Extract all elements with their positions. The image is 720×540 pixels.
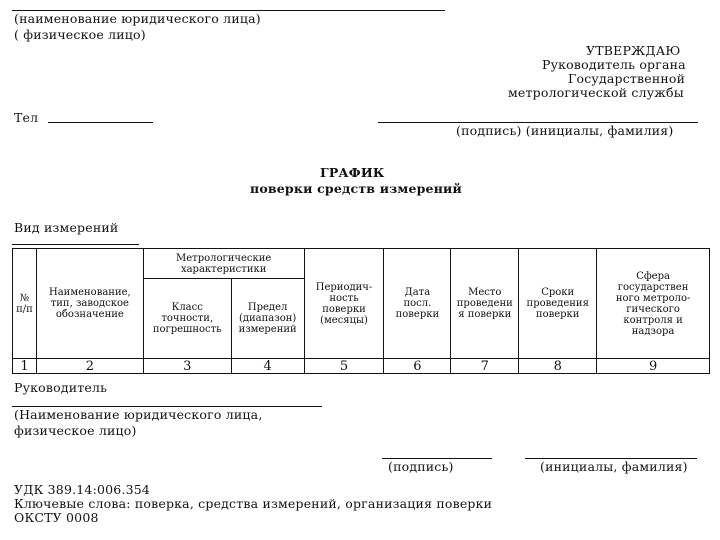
header-metrological: Метрологические характеристики <box>143 249 304 279</box>
tel-label: Тел <box>14 110 39 125</box>
org-person-caption: ( физическое лицо) <box>14 27 146 42</box>
measurement-kind-line[interactable] <box>12 244 139 245</box>
table-number-row <box>13 359 710 374</box>
col-number: 9 <box>597 359 710 374</box>
col-number: 2 <box>36 359 143 374</box>
col-number: 8 <box>519 359 597 374</box>
approve-line-3: метрологической службы <box>508 85 684 100</box>
approve-line-2: Государственной <box>568 71 686 86</box>
footer-org-caption-1: (Наименование юридического лица, <box>14 407 263 422</box>
col-number: 1 <box>13 359 37 374</box>
header-limit: Предел (диапазон) измерений <box>231 279 304 359</box>
col-number: 5 <box>304 359 384 374</box>
col-number: 4 <box>231 359 304 374</box>
udk-code: УДК 389.14:006.354 <box>14 482 151 497</box>
footer-head-label: Руководитель <box>14 380 108 395</box>
table-header-row <box>13 249 710 279</box>
approve-title: УТВЕРЖДАЮ <box>586 43 681 58</box>
col-number: 6 <box>384 359 451 374</box>
keywords-line: Ключевые слова: поверка, средства измерений, организация поверки <box>14 496 493 511</box>
footer-signature-caption: (подпись) <box>388 459 454 474</box>
footer-org-caption-2: физическое лицо) <box>14 423 137 438</box>
header-last-date: Дата посл. поверки <box>384 249 451 359</box>
col-number: 3 <box>143 359 231 374</box>
schedule-subtitle: поверки средств измерений <box>250 181 462 196</box>
footer-initials-caption: (инициалы, фамилия) <box>540 459 688 474</box>
header-name: Наименование, тип, заводское обозначение <box>36 249 143 359</box>
approve-line-1: Руководитель органа <box>542 57 686 72</box>
header-sphere: Сфера государствен ного метроло- гического контроля и надзора <box>597 249 710 359</box>
schedule-table <box>12 248 710 374</box>
approval-signature-caption: (подпись) (инициалы, фамилия) <box>456 123 674 138</box>
measurement-kind-label: Вид измерений <box>14 220 119 235</box>
header-terms: Сроки проведения поверки <box>519 249 597 359</box>
tel-field-line[interactable] <box>48 122 153 123</box>
org-name-caption: (наименование юридического лица) <box>14 11 261 26</box>
header-class: Класс точности, погрешность <box>143 279 231 359</box>
header-place: Место проведени я поверки <box>451 249 519 359</box>
schedule-title: ГРАФИК <box>320 165 385 180</box>
header-no: № п/п <box>13 249 37 359</box>
okstu-code: ОКСТУ 0008 <box>14 510 99 525</box>
col-number: 7 <box>451 359 519 374</box>
header-period: Периодич- ность поверки (месяцы) <box>304 249 384 359</box>
